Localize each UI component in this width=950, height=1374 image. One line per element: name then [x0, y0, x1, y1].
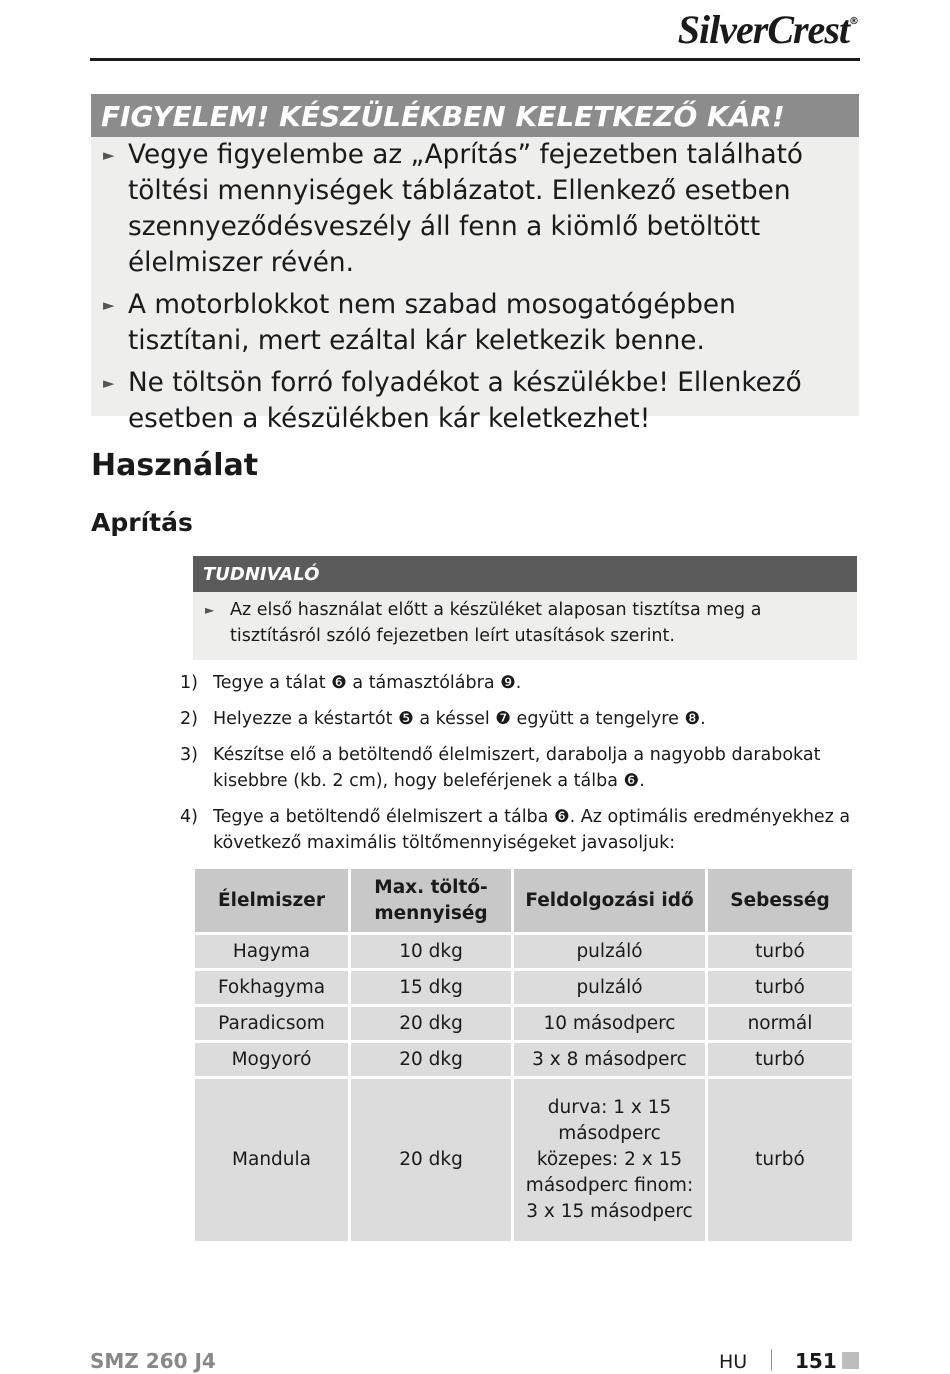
registered-mark: ®	[849, 16, 858, 27]
table-cell: Fokhagyma	[195, 971, 348, 1004]
step-text: Készítse elő a betöltendő élelmiszert, darabolja a nagyobb darabokat kisebbre (kb. 2 cm), hogy beleférjenek a tálba ❻.	[213, 745, 821, 791]
bullet-triangle-icon: ►	[103, 374, 115, 392]
table-header-cell: Élelmiszer	[195, 869, 348, 932]
step-text: Tegye a tálat ❻ a támasztólábra ❾.	[213, 673, 522, 693]
footer-divider	[771, 1349, 772, 1371]
table-cell: 3 x 8 másodperc	[514, 1043, 705, 1076]
subsection-title: Aprítás	[91, 508, 193, 537]
table-cell: pulzáló	[514, 935, 705, 968]
footer-square-icon	[842, 1352, 859, 1369]
warning-item	[91, 365, 859, 437]
note-item	[193, 592, 857, 649]
table-cell: turbó	[708, 971, 852, 1004]
table-row	[195, 1007, 852, 1040]
brand-name: SilverCrest	[677, 7, 849, 52]
table-row	[195, 1079, 852, 1241]
bullet-triangle-icon: ►	[205, 603, 215, 617]
warning-item-text: A motorblokkot nem szabad mosogatógépben tisztítani, mert ezáltal kár keletkezik benne.	[128, 290, 736, 356]
header-rule	[90, 58, 860, 61]
step-item	[180, 706, 860, 732]
table-row	[195, 935, 852, 968]
step-number: 1)	[180, 673, 198, 693]
step-number: 3)	[180, 745, 198, 765]
step-item	[180, 804, 860, 856]
table-cell: 20 dkg	[351, 1079, 511, 1241]
table-cell: 20 dkg	[351, 1043, 511, 1076]
bullet-triangle-icon: ►	[103, 296, 115, 314]
note-box	[193, 556, 857, 660]
section-title: Használat	[91, 448, 259, 483]
step-item	[180, 670, 860, 696]
table-header-cell: Feldolgozási idő	[514, 869, 705, 932]
table-row	[195, 971, 852, 1004]
table-cell: 15 dkg	[351, 971, 511, 1004]
warning-list	[91, 137, 859, 437]
table-cell: normál	[708, 1007, 852, 1040]
warning-box	[91, 94, 859, 434]
fill-quantity-table	[192, 866, 855, 1244]
step-item	[180, 742, 860, 794]
step-number: 2)	[180, 709, 198, 729]
step-text: Helyezze a késtartót ❺ a késsel ❼ együtt a tengelyre ❽.	[213, 709, 706, 729]
table-cell: Mandula	[195, 1079, 348, 1241]
table-cell: Hagyma	[195, 935, 348, 968]
table-header-cell: Max. töltő-mennyiség	[351, 869, 511, 932]
table-cell: turbó	[708, 1043, 852, 1076]
table-cell: 10 dkg	[351, 935, 511, 968]
table-cell: turbó	[708, 1079, 852, 1241]
page-number: 151	[795, 1349, 837, 1373]
warning-item	[91, 287, 859, 359]
warning-item	[91, 137, 859, 281]
note-title: TUDNIVALÓ	[193, 556, 857, 592]
footer-model: SMZ 260 J4	[90, 1349, 216, 1373]
table-row	[195, 1043, 852, 1076]
brand-logo	[678, 6, 858, 53]
table-cell: 10 másodperc	[514, 1007, 705, 1040]
table-header-cell: Sebesség	[708, 869, 852, 932]
footer-language: HU	[719, 1351, 748, 1373]
table-cell: Mogyoró	[195, 1043, 348, 1076]
warning-item-text: Ne töltsön forró folyadékot a készülékbe! Ellenkező esetben a készülékben kár keletkezhet!	[128, 368, 802, 434]
steps-list	[180, 670, 860, 866]
bullet-triangle-icon: ►	[103, 146, 115, 164]
table-cell: Paradicsom	[195, 1007, 348, 1040]
table-cell: durva: 1 x 15 másodperc közepes: 2 x 15 másodperc finom: 3 x 15 másodperc	[514, 1079, 705, 1241]
warning-item-text: Vegye figyelembe az „Aprítás” fejezetben található töltési mennyiségek táblázatot. Ellenkező esetben szennyeződésveszély áll fenn a kiömlő betöltött élelmiszer révén.	[128, 140, 803, 278]
table-cell: pulzáló	[514, 971, 705, 1004]
note-text: Az első használat előtt a készüléket alaposan tisztítsa meg a tisztításról szóló fejezetben leírt utasítások szerint.	[230, 600, 762, 646]
table-cell: 20 dkg	[351, 1007, 511, 1040]
step-number: 4)	[180, 807, 198, 827]
table-header-row	[195, 869, 852, 932]
warning-title: FIGYELEM! KÉSZÜLÉKBEN KELETKEZŐ KÁR!	[91, 94, 859, 137]
step-text: Tegye a betöltendő élelmiszert a tálba ❻. Az optimális eredményekhez a következő maximális töltőmennyiségeket javasoljuk:	[213, 807, 851, 853]
table-cell: turbó	[708, 935, 852, 968]
